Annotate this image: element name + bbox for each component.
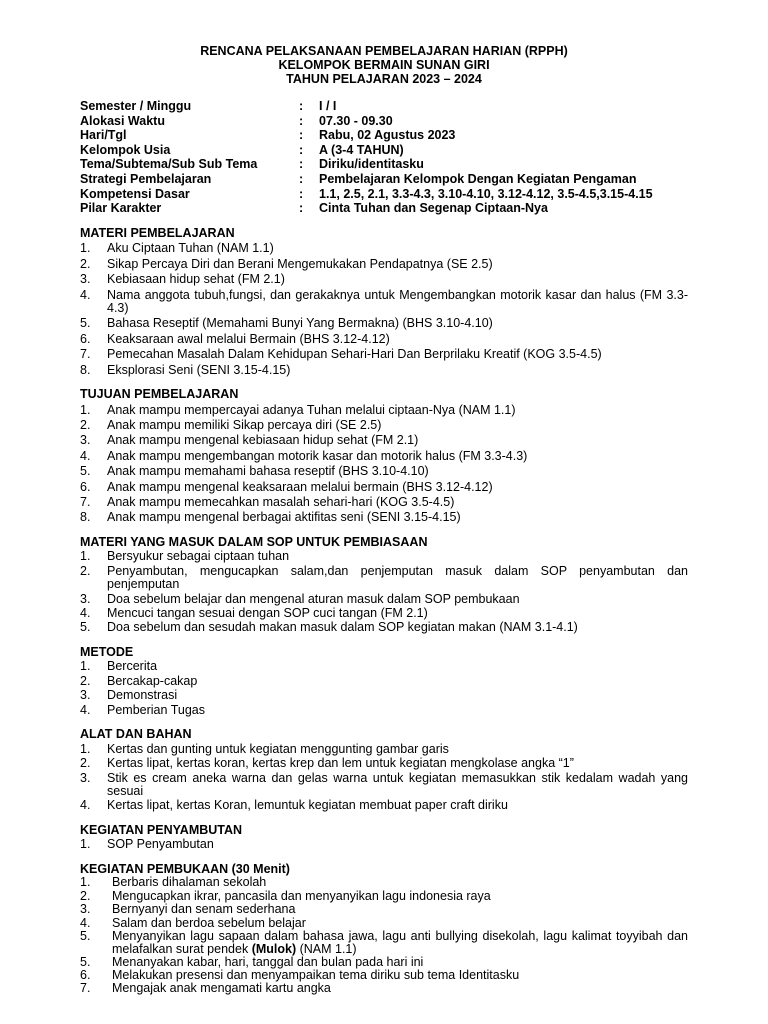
item-text: Sikap Percaya Diri dan Berani Mengemukakan Pendapatnya (SE 2.5): [107, 256, 493, 271]
info-colon: :: [299, 201, 304, 216]
item-number: 5.: [80, 620, 91, 635]
item-text: Anak mampu mengenal berbagai aktifitas seni (SENI 3.15-4.15): [107, 510, 461, 525]
item-number: 8.: [80, 362, 91, 377]
section-title: KEGIATAN PEMBUKAAN (30 Menit): [80, 861, 290, 876]
item-number: 7.: [80, 347, 91, 362]
item-text: Anak mampu mempercayai adanya Tuhan melalui ciptaan-Nya (NAM 1.1): [107, 402, 516, 417]
item-number: 2.: [80, 888, 91, 903]
info-label: Semester / Minggu: [80, 99, 192, 113]
info-row: [80, 99, 688, 114]
item-number: 8.: [80, 510, 91, 525]
info-row: [80, 114, 688, 129]
info-row: [80, 157, 688, 172]
item-text: Eksplorasi Seni (SENI 3.15-4.15): [107, 362, 291, 377]
list-item: [80, 481, 688, 494]
item-text: Kebiasaan hidup sehat (FM 2.1): [107, 272, 285, 287]
item-text: Demonstrasi: [107, 688, 178, 703]
list-item: [80, 333, 688, 346]
item-number: 1.: [80, 402, 91, 417]
info-label: Kompetensi Dasar: [80, 186, 190, 201]
info-value: A (3-4 TAHUN): [319, 142, 404, 157]
list-item: [80, 757, 688, 770]
list-item: [80, 876, 688, 889]
info-label: Tema/Subtema/Sub Sub Tema: [80, 157, 258, 172]
list-item: [80, 903, 688, 916]
item-text: Bercakap-cakap: [107, 673, 198, 688]
section-title: MATERI YANG MASUK DALAM SOP UNTUK PEMBIASAAN: [80, 534, 428, 549]
item-text: Aku Ciptaan Tuhan (NAM 1.1): [107, 241, 274, 256]
tujuan-list: [80, 404, 688, 525]
list-item: [80, 419, 688, 432]
list-item: [80, 273, 688, 286]
list-item: [80, 621, 688, 634]
item-text: Anak mampu memiliki Sikap percaya diri (SE 2.5): [107, 418, 382, 432]
item-text: Salam dan berdoa sebelum belajar: [112, 915, 306, 930]
item-number: 5.: [80, 464, 91, 479]
info-value: Cinta Tuhan dan Segenap Ciptaan-Nya: [319, 201, 548, 216]
item-number: 4.: [80, 606, 91, 621]
item-text-bold: (Mulok): [251, 941, 297, 956]
info-value: Pembelajaran Kelompok Dengan Kegiatan Pengaman: [319, 171, 637, 186]
item-number: 5.: [80, 954, 91, 969]
list-item: [80, 838, 688, 851]
section-title: KEGIATAN PENYAMBUTAN: [80, 822, 243, 837]
item-number: 3.: [80, 272, 91, 287]
item-text: Bernyanyi dan senam sederhana: [112, 902, 296, 917]
item-number: 2.: [80, 756, 91, 771]
section-metode: [80, 645, 688, 717]
item-text: Melakukan presensi dan menyampaikan tema diriku sub tema Identitasku: [112, 967, 520, 982]
list-item: [80, 565, 688, 592]
item-text-tail: (NAM 1.1): [296, 941, 357, 956]
list-item: [80, 675, 688, 688]
penyambutan-list: [80, 838, 688, 851]
info-colon: :: [299, 186, 304, 201]
list-item: [80, 982, 688, 995]
item-number: 1.: [80, 741, 91, 756]
list-item: [80, 434, 688, 447]
section-alat-bahan: [80, 727, 688, 813]
section-title: TUJUAN PEMBELAJARAN: [80, 387, 239, 401]
info-row: [80, 187, 688, 202]
list-item: [80, 242, 688, 255]
list-item: [80, 660, 688, 673]
info-colon: :: [299, 157, 304, 172]
list-item: [80, 930, 688, 956]
item-text: Bersyukur sebagai ciptaan tuhan: [107, 549, 290, 564]
list-item: [80, 348, 688, 361]
item-number: 7.: [80, 495, 91, 510]
item-number: 1.: [80, 837, 91, 852]
item-number: 3.: [80, 770, 91, 785]
info-label: Strategi Pembelajaran: [80, 171, 212, 186]
item-text: Menanyakan kabar, hari, tanggal dan bulan pada hari ini: [112, 954, 424, 969]
list-item: [80, 969, 688, 982]
list-item: [80, 743, 688, 756]
item-number: 6.: [80, 331, 91, 346]
list-item: [80, 593, 688, 606]
list-item: [80, 890, 688, 903]
item-text: Kertas dan gunting untuk kegiatan menggunting gambar garis: [107, 741, 449, 756]
item-text: Mencuci tangan sesuai dengan SOP cuci tangan (FM 2.1): [107, 606, 428, 621]
item-number: 2.: [80, 256, 91, 271]
metode-list: [80, 660, 688, 717]
item-number: 1.: [80, 875, 91, 890]
item-text: Berbaris dihalaman sekolah: [112, 875, 267, 890]
item-text: Kertas lipat, kertas koran, kertas krep dan lem untuk kegiatan mengkolase angka “1”: [107, 756, 574, 771]
list-item: [80, 496, 688, 509]
section-pembukaan: [80, 862, 688, 996]
item-text: Keaksaraan awal melalui Bermain (BHS 3.12-4.12): [107, 331, 390, 346]
section-tujuan: [80, 387, 688, 525]
item-text: Kertas lipat, kertas Koran, lemuntuk kegiatan membuat paper craft diriku: [107, 798, 508, 813]
item-text: Bahasa Reseptif (Memahami Bunyi Yang Bermakna) (BHS 3.10-4.10): [107, 316, 493, 331]
list-item: [80, 404, 688, 417]
info-value: Diriku/identitasku: [319, 157, 424, 172]
item-number: 7.: [80, 981, 91, 996]
title-line-1: RENCANA PELAKSANAAN PEMBELAJARAN HARIAN (RPPH): [200, 44, 568, 58]
list-item: [80, 550, 688, 563]
list-item: [80, 689, 688, 702]
info-colon: :: [299, 142, 304, 157]
pembukaan-list: [80, 876, 688, 995]
item-number: 3.: [80, 688, 91, 703]
item-text: SOP Penyambutan: [107, 837, 214, 852]
item-number: 6.: [80, 479, 91, 494]
sop-list: [80, 550, 688, 634]
list-item: [80, 799, 688, 812]
item-number: 3.: [80, 433, 91, 448]
info-colon: :: [299, 99, 304, 113]
title-line-2: KELOMPOK BERMAIN SUNAN GIRI: [278, 58, 490, 72]
item-number: 4.: [80, 915, 91, 930]
item-text: Pemberian Tugas: [107, 702, 205, 717]
list-item: [80, 317, 688, 330]
item-text-main: Menyanyikan lagu sapaan dalam bahasa jawa, lagu anti bullying disekolah, lagu kalimat toyyibah dan melafalkan surat pendek: [112, 928, 688, 956]
item-text: Anak mampu memecahkan masalah sehari-hari (KOG 3.5-4.5): [107, 495, 455, 510]
info-value: 1.1, 2.5, 2.1, 3.3-4.3, 3.10-4.10, 3.12-4.12, 3.5-4.5,3.15-4.15: [319, 186, 653, 201]
materi-list: [80, 242, 688, 377]
item-text: Anak mampu mengembangan motorik kasar dan motorik halus (FM 3.3-4.3): [107, 448, 528, 463]
list-item: [80, 956, 688, 969]
list-item: [80, 772, 688, 799]
info-label: Hari/Tgl: [80, 128, 127, 143]
section-sop: [80, 535, 688, 635]
item-number: 1.: [80, 549, 91, 564]
info-table: [80, 99, 688, 216]
item-number: 5.: [80, 316, 91, 331]
section-title: MATERI PEMBELAJARAN: [80, 225, 235, 240]
item-number: 6.: [80, 967, 91, 982]
list-item: [80, 511, 688, 524]
item-text: Penyambutan, mengucapkan salam,dan penjemputan masuk dalam SOP penyambutan dan penjemputan: [107, 563, 688, 592]
section-title: METODE: [80, 644, 134, 659]
section-materi: [80, 226, 688, 377]
list-item: [80, 704, 688, 717]
info-row: [80, 172, 688, 187]
item-number: 4.: [80, 798, 91, 813]
item-text: Stik es cream aneka warna dan gelas warna untuk kegiatan memasukkan stik kedalam wadah yang sesuai: [107, 770, 688, 798]
list-item: [80, 289, 688, 316]
info-label: Pilar Karakter: [80, 201, 162, 216]
item-text: Nama anggota tubuh,fungsi, dan gerakaknya untuk Mengembangkan motorik kasar dan halus (FM 3.3-4.3): [107, 287, 688, 315]
section-title: ALAT DAN BAHAN: [80, 727, 192, 742]
item-text: Mengajak anak mengamati kartu angka: [112, 981, 331, 996]
list-item: [80, 607, 688, 620]
info-colon: :: [299, 128, 304, 143]
item-number: 2.: [80, 673, 91, 688]
item-number: 1.: [80, 241, 91, 256]
info-colon: :: [299, 171, 304, 186]
item-number: 5.: [80, 928, 91, 943]
item-number: 3.: [80, 902, 91, 917]
info-value: 07.30 - 09.30: [319, 113, 393, 128]
item-number: 1.: [80, 659, 91, 674]
section-penyambutan: [80, 823, 688, 852]
info-value: Rabu, 02 Agustus 2023: [319, 128, 456, 143]
info-colon: :: [299, 113, 304, 128]
info-row: [80, 128, 688, 143]
list-item: [80, 917, 688, 930]
list-item: [80, 258, 688, 271]
item-text: Pemecahan Masalah Dalam Kehidupan Sehari-Hari Dan Berprilaku Kreatif (KOG 3.5-4.5): [107, 347, 602, 362]
item-text: [112, 930, 688, 956]
item-number: 4.: [80, 448, 91, 463]
item-text: Anak mampu memahami bahasa reseptif (BHS 3.10-4.10): [107, 464, 429, 479]
item-text: Doa sebelum belajar dan mengenal aturan masuk dalam SOP pembukaan: [107, 591, 520, 606]
item-number: 2.: [80, 563, 91, 578]
item-text: Anak mampu mengenal keaksaraan melalui bermain (BHS 3.12-4.12): [107, 479, 493, 494]
item-text: Bercerita: [107, 659, 158, 674]
item-number: 4.: [80, 702, 91, 717]
info-row: [80, 201, 688, 216]
list-item: [80, 364, 688, 377]
item-text: Anak mampu mengenal kebiasaan hidup sehat (FM 2.1): [107, 433, 419, 448]
item-number: 2.: [80, 418, 91, 432]
info-row: [80, 143, 688, 158]
item-number: 3.: [80, 591, 91, 606]
alat-list: [80, 743, 688, 813]
info-label: Kelompok Usia: [80, 142, 171, 157]
info-value: I / I: [319, 99, 337, 113]
document-title: [80, 44, 688, 86]
info-label: Alokasi Waktu: [80, 113, 165, 128]
list-item: [80, 450, 688, 463]
item-text: Doa sebelum dan sesudah makan masuk dalam SOP kegiatan makan (NAM 3.1-4.1): [107, 620, 578, 635]
item-number: 4.: [80, 287, 91, 302]
list-item: [80, 465, 688, 478]
item-text: Mengucapkan ikrar, pancasila dan menyanyikan lagu indonesia raya: [112, 888, 491, 903]
title-line-3: TAHUN PELAJARAN 2023 – 2024: [286, 72, 482, 86]
